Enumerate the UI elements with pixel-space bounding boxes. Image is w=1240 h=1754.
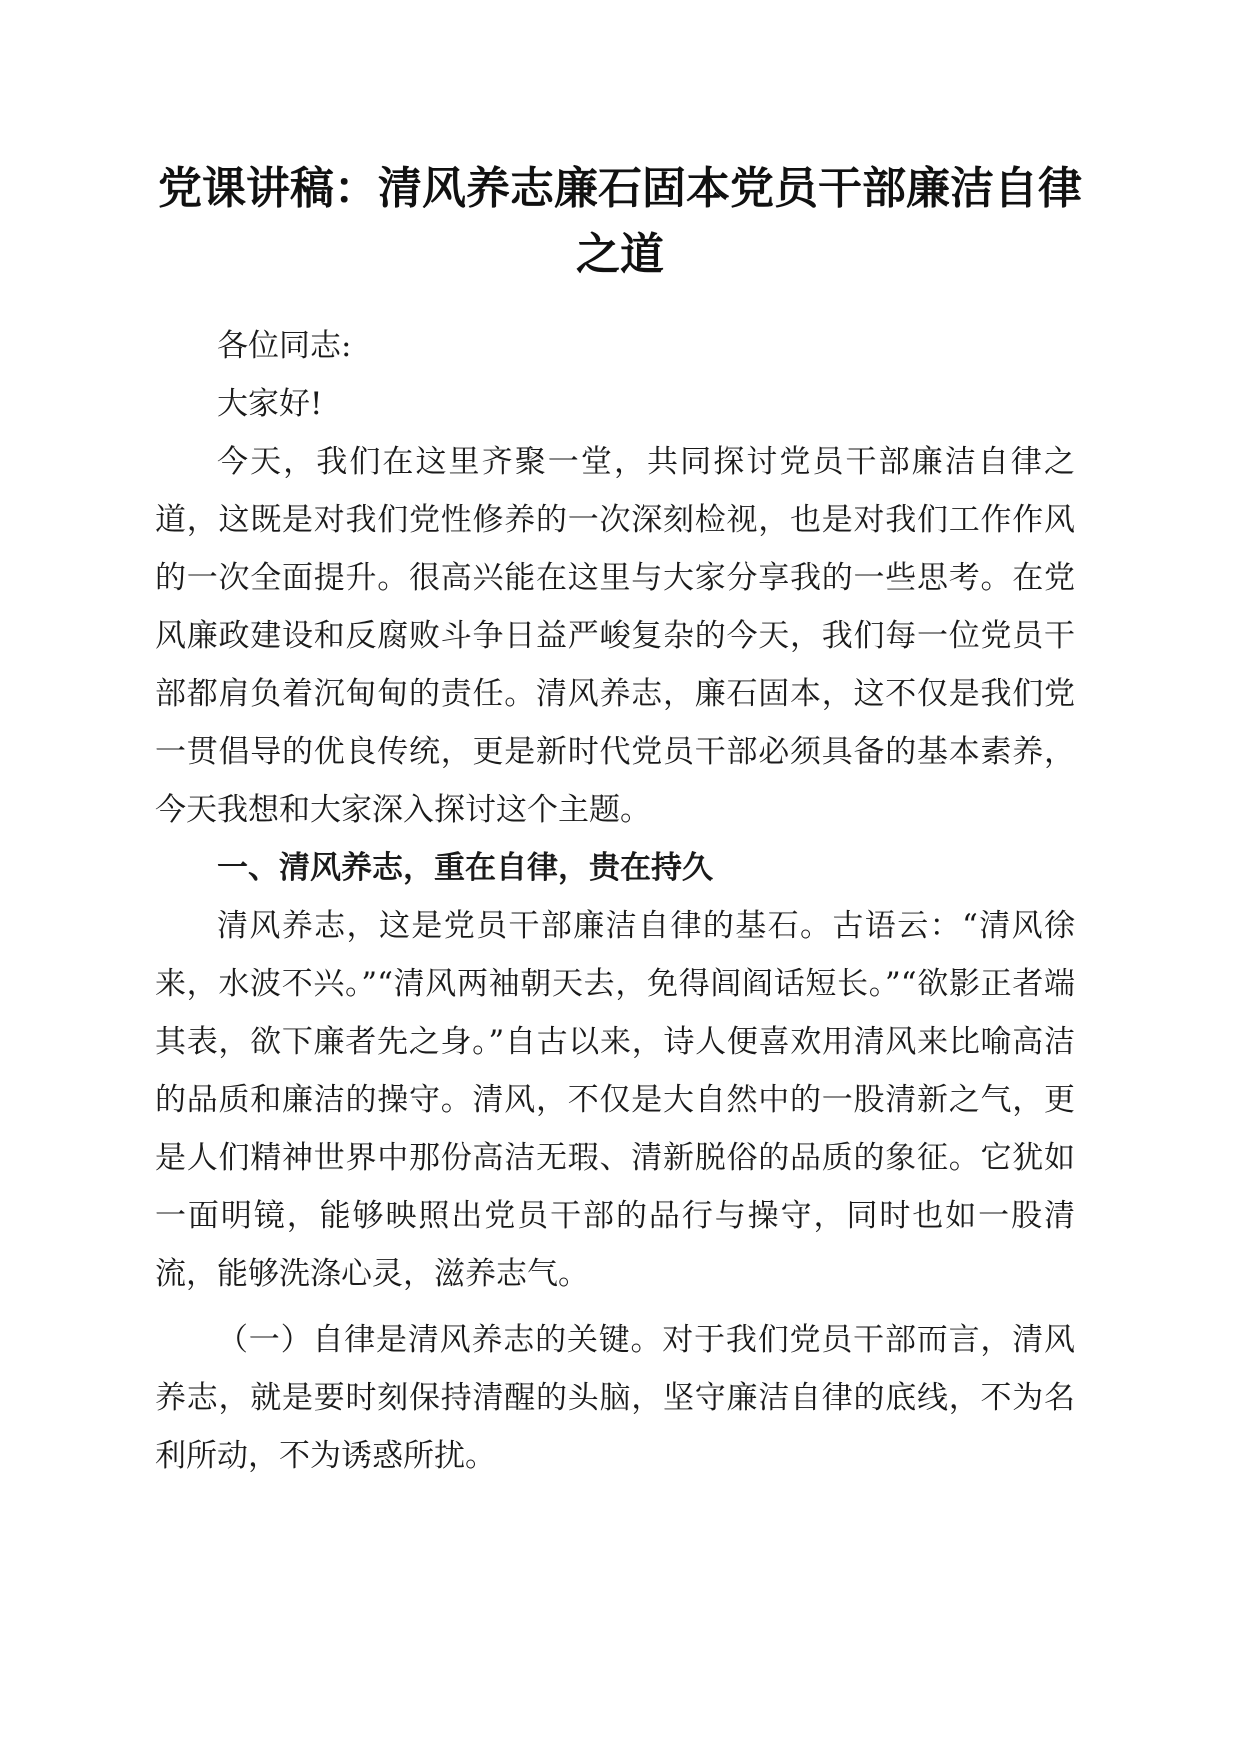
document-body — [155, 317, 1075, 1485]
salutation: 各位同志: — [217, 328, 352, 364]
document-title: 党课讲稿：清风养志廉石固本党员干部廉洁自律之道 — [158, 163, 1082, 280]
greeting: 大家好! — [217, 386, 323, 422]
intro-paragraph: 今天，我们在这里齐聚一堂，共同探讨党员干部廉洁自律之道，这既是对我们党性修养的一次深刻检视，也是对我们工作作风的一次全面提升。很高兴能在这里与大家分享我的一些思考。在党风廉政建设和反腐败斗争日益严峻复杂的今天，我们每一位党员干部都肩负着沉甸甸的责任。清风养志，廉石固本，这不仅是我们党一贯倡导的优良传统，更是新时代党员干部必须具备的基本素养，今天我想和大家深入探讨这个主题。 — [155, 444, 1075, 828]
section-heading: 一、清风养志，重在自律，贵在持久 — [217, 850, 713, 886]
section-paragraph: 清风养志，这是党员干部廉洁自律的基石。古语云：“清风徐来，水波不兴。”“清风两袖朝天去，免得闾阎话短长。”“欲影正者端其表，欲下廉者先之身。”自古以来，诗人便喜欢用清风来比喻高洁的品质和廉洁的操守。清风，不仅是大自然中的一股清新之气，更是人们精神世界中那份高洁无瑕、清新脱俗的品质的象征。它犹如一面明镜，能够映照出党员干部的品行与操守，同时也如一股清流，能够洗涤心灵，滋养志气。 — [155, 908, 1075, 1292]
subsection-paragraph: （一）自律是清风养志的关键。对于我们党员干部而言，清风养志，就是要时刻保持清醒的头脑，坚守廉洁自律的底线，不为名利所动，不为诱惑所扰。 — [155, 1322, 1075, 1474]
